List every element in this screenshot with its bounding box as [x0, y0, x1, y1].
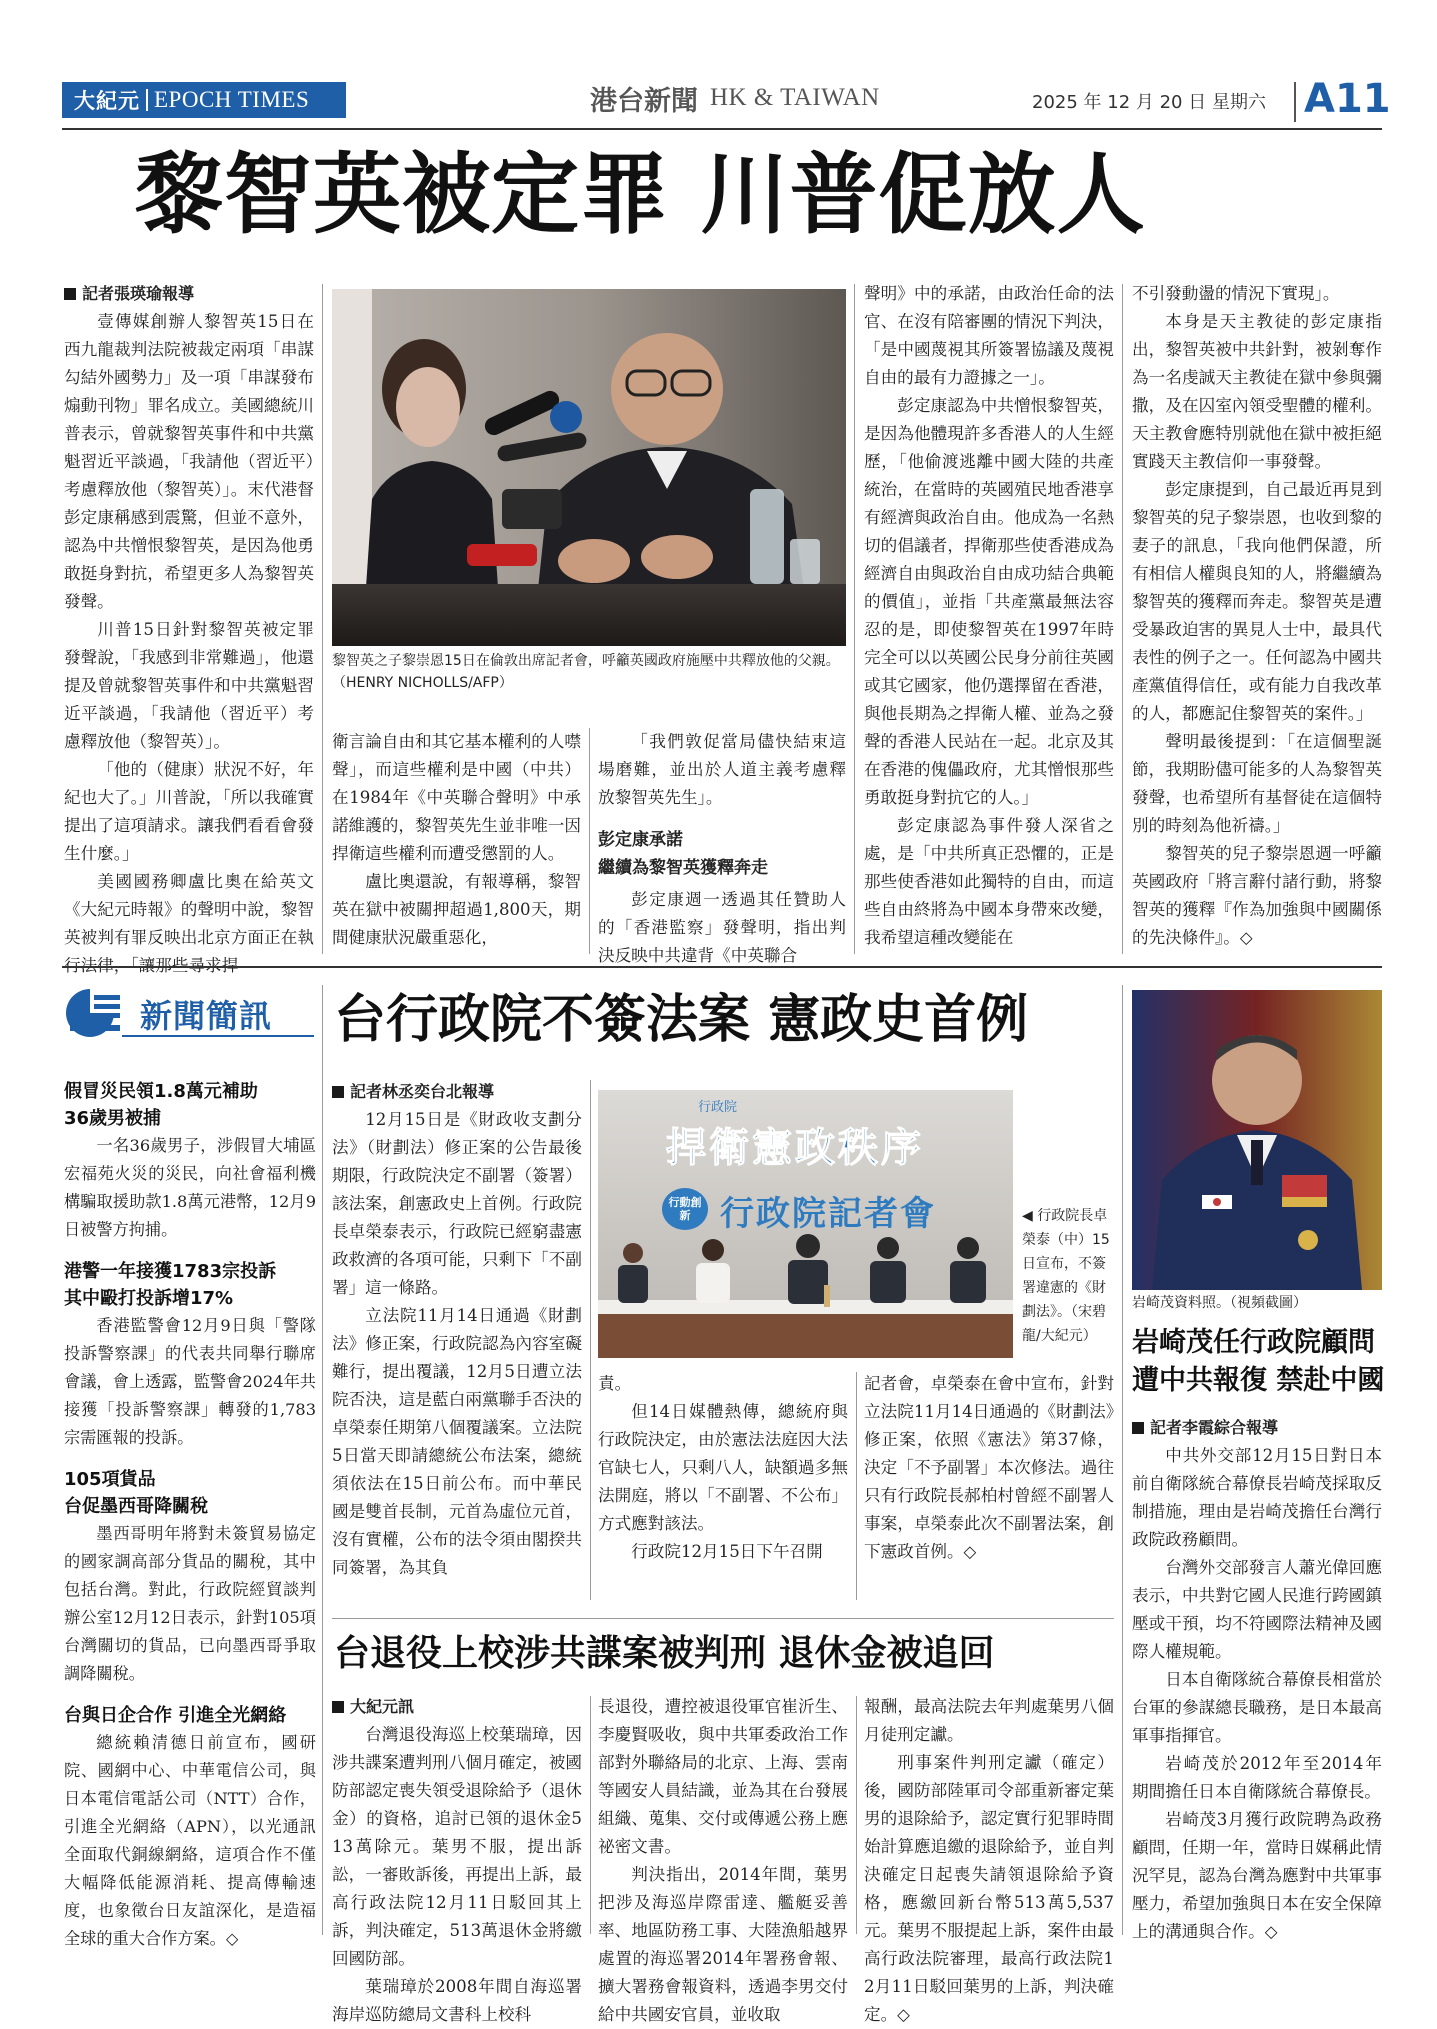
- brief-title: 港警一年接獲1783宗投訴: [64, 1261, 277, 1282]
- brief-item: [64, 1258, 316, 1452]
- lead-paragraph: 「我們敦促當局儘快結束這場磨難，並出於人道主義考慮釋放黎智英先生」。: [598, 732, 846, 807]
- lead-paragraph: 川普15日針對黎智英被定罪發聲說，「我感到非常難過」，他還提及曾就黎智英事件和中共黨魁習近平談過，「我請他（習近平）考慮釋放他（黎智英）」。: [64, 620, 314, 751]
- military-paragraph: 台灣退役海巡上校葉瑞璋，因涉共諜案遭判刑八個月確定，被國防部認定喪失領受退除給予（退休金）的資格，追討已領的退休金513萬除元。葉男不服，提出訴訟，一審敗訴後，再提出上訴，最高行政法院12月11日駁回其上訴，判決確定，513萬退休金將繳回國防部。: [332, 1725, 582, 1968]
- epoch-times-logo: [62, 82, 346, 118]
- photo-banner-tag: 行動創新: [662, 1188, 708, 1230]
- lead-paragraph: 壹傳媒創辦人黎智英15日在西九龍裁判法院被裁定兩項「串謀勾結外國勢力」及一項「串謀發布煽動刊物」罪名成立。美國總統川普表示，曾就黎智英事件和中共黨魁習近平談過，「我請他（習近平）考慮釋放他（黎智英）」。末代港督彭定康稱感到震驚，但並不意外，認為中共憎恨黎智英，是因為他勇敢挺身對抗，希望更多人為黎智英發聲。: [64, 312, 314, 611]
- brief-body: 總統賴清德日前宣布，國研院、國網中心、中華電信公司，與日本電信電話公司（NTT）合作，引進全光網絡（APN），以光通訊全面取代銅線網絡，這項合作不僅大幅降低能源消耗、提高傳輸速度，也象徵台日友誼深化，是造福全球的重大合作方案。◇: [64, 1733, 316, 1948]
- page-number: A11: [1304, 76, 1391, 122]
- brief-body: 香港監警會12月9日與「警隊投訴警察課」的代表共同舉行聯席會議，會上透露，監警會2024年共接獲「投訴警察課」轉發的1,783宗需匯報的投訴。: [64, 1316, 316, 1447]
- lead-column-5: [1132, 280, 1382, 952]
- masthead: [62, 76, 1391, 126]
- taiwan-paragraph: 12月15日是《財政收支劃分法》（財劃法）修正案的公告最後期限，行政院決定不副署（簽署）該法案，創憲政史上首例。行政院長卓榮泰表示，行政院已經窮盡憲政救濟的各項可能，只剩下「不副署」這一條路。: [332, 1110, 582, 1297]
- lead-photo-caption: 黎智英之子黎崇恩15日在倫敦出席記者會，呼籲英國政府施壓中共釋放他的父親。（HENRY NICHOLLS/AFP）: [332, 653, 840, 691]
- briefs-header: [62, 985, 314, 1041]
- lead-paragraph: 彭定康認為事件發人深省之處，是「中共所真正恐懼的，正是那些使香港如此獨特的自由，而這些自由終將為中國本身帶來改變，我希望這種改變能在: [864, 816, 1114, 947]
- japan-headline-line: 遭中共報復 禁赴中國: [1132, 1365, 1385, 1396]
- lead-column-1: [64, 280, 314, 952]
- issue-date: 2025 年 12 月 20 日 星期六: [1032, 92, 1266, 113]
- japan-paragraph: 岩崎茂3月獲行政院聘為政務顧問，任期一年，當時日媒稱此情況罕見，認為台灣為應對中共軍事壓力，希望加強與日本在安全保障上的溝通與合作。◇: [1132, 1810, 1382, 1941]
- brief-item: [64, 1466, 316, 1688]
- brief-item: [64, 1702, 316, 1953]
- lead-paragraph: 本身是天主教徒的彭定康指出，黎智英被中共針對，被剝奪作為一名虔誠天主教徒在獄中參與彌撒，及在囚室內領受聖體的權利。天主教會應特別就他在獄中被拒絕實踐天主教信仰一事發聲。: [1132, 312, 1382, 471]
- japan-paragraph: 台灣外交部發言人蕭光偉回應表示，中共對它國人民進行跨國鎮壓或干預，均不符國際法精神及國際人權規範。: [1132, 1558, 1382, 1661]
- taiwan-column-1: [332, 1078, 582, 1610]
- taiwan-photo-caption: ◀ 行政院長卓榮泰（中）15日宣布，不簽署違憲的《財劃法》。（宋碧龍/大紀元）: [1022, 1208, 1110, 1344]
- lead-photo: [332, 289, 846, 646]
- section-title-en: HK & TAIWAN: [710, 84, 880, 111]
- lead-paragraph: 「他的（健康）狀況不好，年紀也大了。」川普說，「所以我確實提出了這項請求。讓我們看看會發生什麼。」: [64, 760, 314, 863]
- brief-body: 一名36歲男子，涉假冒大埔區宏福苑火災的災民，向社會福利機構騙取援助款1.8萬元港幣，12月9日被警方拘捕。: [64, 1136, 316, 1239]
- lead-paragraph: 聲明》中的承諾，由政治任命的法官、在沒有陪審團的情況下判決，「是中國蔑視其所簽署協議及蔑視自由的最有力證據之一」。: [864, 284, 1114, 387]
- lead-subhead: 彭定康承諾: [598, 830, 683, 850]
- japan-photo-caption: 岩崎茂資料照。（視頻截圖）: [1132, 1295, 1307, 1311]
- lead-headline: 黎智英被定罪 川普促放人: [135, 143, 1146, 246]
- taiwan-headline: 台行政院不簽法案 憲政史首例: [334, 990, 1029, 1050]
- brief-body: 墨西哥明年將對未簽貿易協定的國家調高部分貨品的關稅，其中包括台灣。對此，行政院經貿談判辦公室12月12日表示，針對105項台灣關切的貨品，已向墨西哥爭取調降關稅。: [64, 1524, 316, 1683]
- section-title: [590, 78, 880, 118]
- japan-headline-line: 岩崎茂任行政院顧問: [1132, 1327, 1375, 1358]
- brief-title: 台與日企合作 引進全光網絡: [64, 1705, 287, 1726]
- taiwan-column-3: [864, 1370, 1114, 1610]
- taiwan-paragraph: 但14日媒體熱傳，總統府與行政院決定，由於憲法法庭因大法官缺七人，只剩八人，缺額過多無法開庭，將以「不副署、不公布」方式應對該法。: [598, 1402, 848, 1533]
- lead-paragraph: 彭定康週一透過其任贊助人的「香港監察」發聲明，指出判決反映中共違背《中英聯合: [598, 890, 846, 965]
- japan-headline: [1132, 1324, 1384, 1400]
- logo-en: EPOCH TIMES: [154, 87, 310, 112]
- briefs-list: [64, 1078, 316, 1948]
- japan-paragraph: 岩崎茂於2012年至2014年期間擔任日本自衛隊統合幕僚長。: [1132, 1754, 1382, 1801]
- general-portrait-photo: [1132, 990, 1382, 1290]
- military-column-3: [864, 1693, 1114, 2024]
- military-paragraph: 長退役，遭控被退役軍官崔沂生、李慶賢吸收，與中共軍委政治工作部對外聯絡局的北京、上海、雲南等國安人員結識，並為其在台發展組織、蒐集、交付或傳遞公務上應祕密文書。: [598, 1697, 848, 1856]
- military-paragraph: 報酬，最高法院去年判處葉男八個月徒刑定讞。: [864, 1697, 1114, 1744]
- press-conference-photo: [332, 289, 846, 646]
- japan-photo: [1132, 990, 1382, 1290]
- taiwan-paragraph: 行政院12月15日下午召開: [631, 1542, 823, 1561]
- section-divider: [62, 966, 1382, 968]
- military-column-2: [598, 1693, 848, 2024]
- news-brief-icon: [62, 985, 122, 1041]
- lead-paragraph: 衛言論自由和其它基本權利的人噤聲」，而這些權利是中國（中共）在1984年《中英聯合聲明》中承諾維護的，黎智英先生並非唯一因捍衛這些權利而遭受懲罰的人。: [332, 732, 581, 863]
- military-headline: 台退役上校涉共諜案被判刑 退休金被追回: [334, 1633, 995, 1674]
- brief-title: 台促墨西哥降關稅: [64, 1496, 208, 1517]
- masthead-rule: [62, 128, 1382, 130]
- logo-cn: 大紀元: [74, 88, 140, 113]
- military-paragraph: 葉瑞璋於2008年間自海巡署海岸巡防總局文書科上校科: [332, 1977, 582, 2024]
- brief-title: 105項貨品: [64, 1469, 156, 1490]
- brief-title: 假冒災民領1.8萬元補助: [64, 1081, 258, 1102]
- lead-subhead: 繼續為黎智英獲釋奔走: [598, 858, 768, 878]
- military-paragraph: 判決指出，2014年間，葉男把涉及海巡岸際雷達、艦艇妥善率、地區防務工事、大陸漁船越界處置的海巡署2014年署務會報、擴大署務會報資料，透過李男交付給中共國安官員，並收取: [598, 1865, 848, 2024]
- japan-paragraph: 中共外交部12月15日對日本前自衛隊統合幕僚長岩崎茂採取反制措施，理由是岩崎茂擔任台灣行政院政務顧問。: [1132, 1446, 1382, 1549]
- taiwan-paragraph: 記者會，卓榮泰在會中宣布，針對立法院11月14日通過的《財劃法》修正案，依照《憲法》第37條，決定「不予副署」本次修法。過往只有行政院長郝柏村曾經不副署人事案，卓榮泰此次不副署法案，創下憲政首例。◇: [864, 1374, 1114, 1561]
- taiwan-byline: 記者林丞奕台北報導: [332, 1078, 582, 1106]
- taiwan-column-2: [598, 1370, 848, 1610]
- lead-paragraph: 聲明最後提到：「在這個聖誕節，我期盼儘可能多的人為黎智英發聲，也希望所有基督徒在這個特別的時刻為他祈禱。」: [1132, 732, 1382, 835]
- military-column-1: [332, 1693, 582, 2024]
- lead-byline: 記者張瑛瑜報導: [64, 280, 314, 308]
- taiwan-photo: [598, 1090, 1013, 1358]
- military-paragraph: 刑事案件判刑定讞（確定）後，國防部陸軍司令部重新審定葉男的退除給予，認定實行犯罪時間始計算應追繳的退除給予，並自判決確定日起喪失請領退除給予資格，應繳回新台幣513萬5,537元。葉男不服提起上訴，案件由最高行政法院審理，最高行政法院12月11日駁回葉男的上訴，判決確定。◇: [864, 1753, 1114, 2024]
- lead-paragraph: 美國國務卿盧比奧在給英文《大紀元時報》的聲明中說，黎智英被判有罪反映出北京方面正在執: [64, 872, 314, 947]
- japan-paragraph: 日本自衛隊統合幕僚長相當於台軍的參謀總長職務，是日本最高軍事指揮官。: [1132, 1670, 1382, 1745]
- briefs-section-title: 新聞簡訊: [140, 997, 273, 1035]
- lead-paragraph: 彭定康提到，自己最近再見到黎智英的兒子黎崇恩，也收到黎的妻子的訊息，「我向他們保證，所有相信人權與良知的人，將繼續為黎智英的獲釋而奔走。黎智英是遭受暴政迫害的異見人士中，最具代表性的例子之一。任何認為中國共產黨值得信任，或有能力自我改革的人，都應記住黎智英的案件。」: [1132, 480, 1382, 723]
- lead-paragraph: 彭定康認為中共憎恨黎智英，是因為他體現許多香港人的人生經歷，「他偷渡逃離中國大陸的共產統治，在當時的英國殖民地香港享有經濟與政治自由。他成為一名熱切的倡議者，捍衛那些使香港成為經濟自由與政治自由成功結合典範的價值」，並指「共產黨最無法容忍的是，即使黎智英在1997年時完全可以以英國公民身分前往英國或其它國家，他仍選擇留在香港，與他長期為之捍衛人權、並為之發聲的香港人民站在一起。北京及其在香港的傀儡政府，尤其憎恨那些勇敢挺身對抗它的人。」: [864, 396, 1114, 807]
- photo-banner-sub: 行政院記者會: [720, 1194, 936, 1234]
- lead-column-3: [598, 728, 846, 965]
- japan-column: [1132, 1414, 1382, 1941]
- japan-byline: 記者李霞綜合報導: [1132, 1414, 1382, 1442]
- brief-title: 36歲男被捕: [64, 1108, 162, 1129]
- lead-paragraph: 黎智英的兒子黎崇恩週一呼籲英國政府「將言辭付諸行動，將黎智英的獲釋『作為加強與中國關係的先決條件』。◇: [1132, 844, 1382, 947]
- brief-title: 其中毆打投訴增17%: [64, 1288, 234, 1309]
- section-title-cn: 港台新聞: [590, 85, 698, 117]
- taiwan-paragraph: 立法院11月14日通過《財劃法》修正案，行政院認為內容室礙難行，提出覆議，12月5日遭立法院否決，這是藍白兩黨聯手否決的卓榮泰任期第八個覆議案。立法院5日當天即請總統公布法案，總統須依法在15日前公布。而中華民國是雙首長制，元首為虛位元首，沒有實權，公布的法令須由閣揆共同簽署，為其負: [332, 1306, 582, 1577]
- lead-column-2: [332, 728, 581, 952]
- photo-banner-small: 行政院: [698, 1100, 738, 1115]
- brief-item: [64, 1078, 316, 1244]
- military-byline: 大紀元訊: [332, 1693, 582, 1721]
- photo-banner-main: 捍衛憲政秩序: [666, 1125, 924, 1171]
- lead-paragraph: 盧比奧還說，有報導稱，黎智英在獄中被關押超過1,800天，期間健康狀況嚴重惡化，: [332, 872, 581, 947]
- lead-paragraph: 不引發動盪的情況下實現」。: [1132, 284, 1340, 303]
- lead-column-4: [864, 280, 1114, 952]
- taiwan-paragraph: 責。: [598, 1374, 632, 1393]
